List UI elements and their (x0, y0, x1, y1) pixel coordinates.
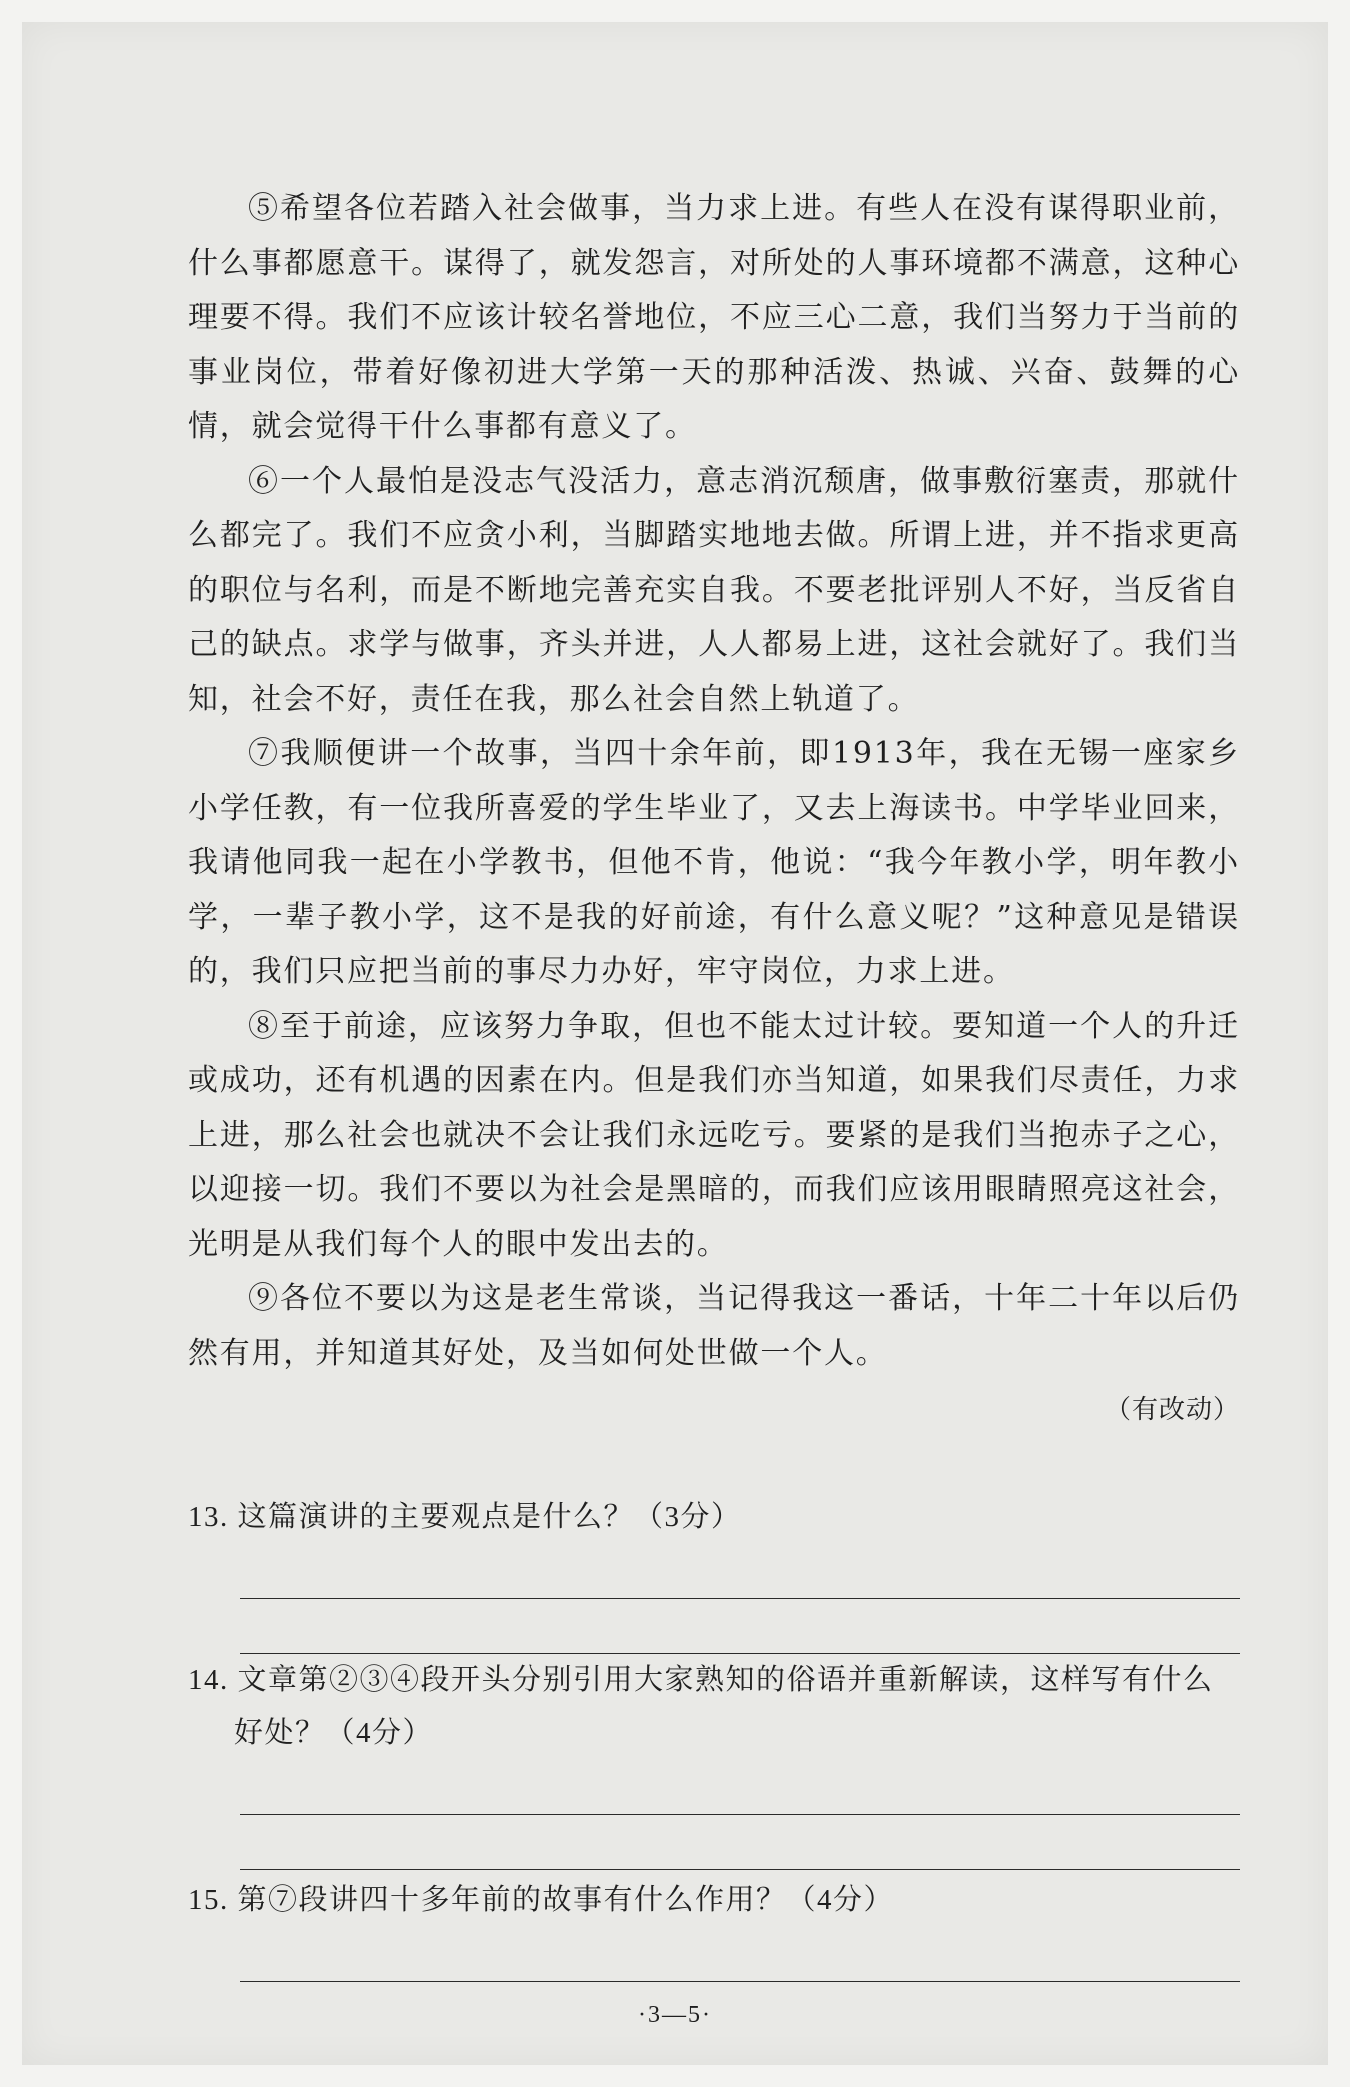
question-14: 14. 文章第②③④段开头分别引用大家熟知的俗语并重新解读，这样写有什么好处？（4分） (188, 1664, 1214, 1749)
answer-line[interactable] (240, 1544, 1240, 1599)
page-content (188, 182, 1240, 1982)
question-15: 15. 第⑦段讲四十多年前的故事有什么作用？（4分） (188, 1884, 895, 1916)
document-page (22, 22, 1328, 2065)
paragraph-6: ⑥一个人最怕是没志气没活力，意志消沉颓唐，做事敷衍塞责，那就什么都完了。我们不应贪小利，当脚踏实地地去做。所谓上进，并不指求更高的职位与名利，而是不断地完善充实自我。不要老批评别人不好，当反省自己的缺点。求学与做事，齐头并进，人人都易上进，这社会就好了。我们当知，社会不好，责任在我，那么社会自然上轨道了。 (188, 463, 1240, 717)
answer-line[interactable] (240, 1599, 1240, 1654)
paragraph-5: ⑤希望各位若踏入社会做事，当力求上进。有些人在没有谋得职业前，什么事都愿意干。谋得了，就发怨言，对所处的人事环境都不满意，这种心理要不得。我们不应该计较名誉地位，不应三心二意，我们当努力于当前的事业岗位，带着好像初进大学第一天的那种活泼、热诚、兴奋、鼓舞的心情，就会觉得干什么事都有意义了。 (188, 191, 1240, 444)
page-number: ·3—5· (638, 2002, 712, 2028)
source-note: （有改动） (1104, 1395, 1240, 1425)
answer-line[interactable] (240, 1927, 1240, 1982)
paragraph-9: ⑨各位不要以为这是老生常谈，当记得我这一番话，十年二十年以后仍然有用，并知道其好处，及当如何处世做一个人。 (188, 1281, 1240, 1371)
question-13: 13. 这篇演讲的主要观点是什么？（3分） (188, 1501, 742, 1533)
answer-line[interactable] (240, 1760, 1240, 1815)
answer-line[interactable] (240, 1815, 1240, 1870)
paragraph-8: ⑧至于前途，应该努力争取，但也不能太过计较。要知道一个人的升迁或成功，还有机遇的因素在内。但是我们亦当知道，如果我们尽责任，力求上进，那么社会也就决不会让我们永远吃亏。要紧的是我们当抱赤子之心，以迎接一切。我们不要以为社会是黑暗的，而我们应该用眼睛照亮这社会，光明是从我们每个人的眼中发出去的。 (188, 1008, 1240, 1262)
paragraph-7: ⑦我顺便讲一个故事，当四十余年前，即1913年，我在无锡一座家乡小学任教，有一位我所喜爱的学生毕业了，又去上海读书。中学毕业回来，我请他同我一起在小学教书，但他不肯，他说：“我今年教小学，明年教小学，一辈子教小学，这不是我的好前途，有什么意义呢？”这种意见是错误的，我们只应把当前的事尽力办好，牢守岗位，力求上进。 (188, 736, 1240, 989)
